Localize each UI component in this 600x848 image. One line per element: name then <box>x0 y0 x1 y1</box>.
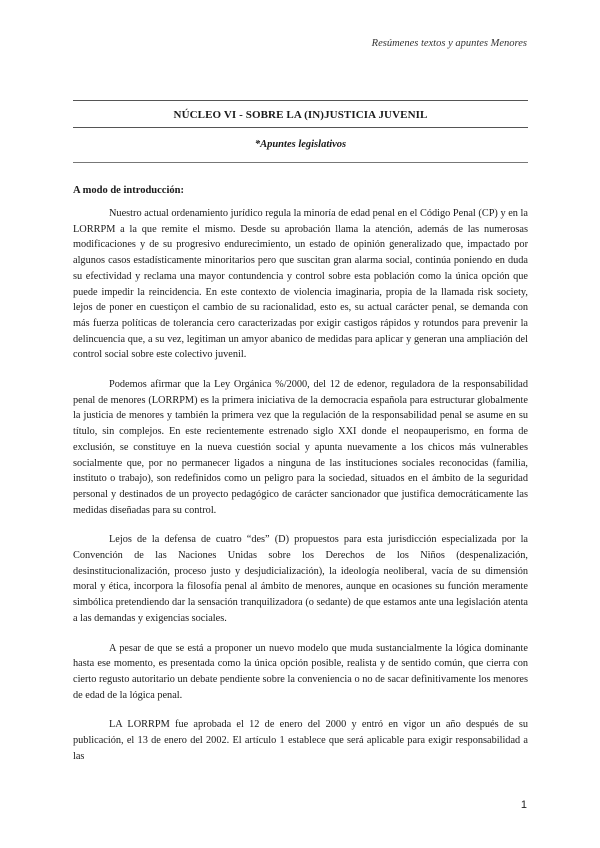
subtitle-rule <box>73 162 528 163</box>
page-number: 1 <box>520 799 527 811</box>
paragraph-4: A pesar de que se está a proponer un nuevo modelo que muda sustancialmente la lógica dominante hasta ese momento, es presentada como la única opción posible, realista y de sentido común, que cierra con cierto regusto autoritario un debate pendiente sobre la conveniencia o no de sacar definitivamente los menores de edad de la lógica penal. <box>73 642 528 701</box>
running-header: Resúmenes textos y apuntes Menores <box>371 38 527 49</box>
document-title: NÚCLEO VI - SOBRE LA (IN)JUSTICIA JUVENIL <box>173 109 428 121</box>
section-heading: A modo de introducción: <box>73 185 184 196</box>
title-top-rule <box>73 100 528 101</box>
body-text <box>73 206 528 779</box>
paragraph-5: LA LORRPM fue aprobada el 12 de enero del 2000 y entró en vigor un año después de su publicación, el 13 de enero del 2002. El artículo 1 establece que será aplicable para exigir responsabilidad a las <box>73 719 528 762</box>
paragraph-2: Podemos afirmar que la Ley Orgánica %/2000, del 12 de edenor, reguladora de la responsabilidad penal de menores (LORRPM) es la primera iniciativa de la democracia española para estructurar globalmente la justicia de menores y también la primera vez que la regulación de la responsabilidad penal se asume en su título, sin complejos. En este recientemente estrenado siglo XXI donde el neopauperismo, en forma de exclusión, se constituye en la nueva cuestión social y apunta nuevamente a los chicos más vulnerables socialmente que, por no permanecer ligados a ninguna de las instituciones sociales reconocidas (familia, instituto o trabajo), son redefinidos como un peligro para la sociedad, situados en el ámbito de la seguridad personal y destinados de un proyecto pedagógico de carácter sancionador que justifica democráticamente las medidas diseñadas para su control. <box>73 379 528 516</box>
paragraph-3: Lejos de la defensa de cuatro “des” (D) propuestos para esta jurisdicción especializada por la Convención de las Naciones Unidas sobre los Derechos de los Niños (despenalización, desinstitucionalización, proceso justo y desjudicialización), la ideología neoliberal, vacía de su dimensión moral y ética, incorpora la filosofía penal al ámbito de menores, aunque en ocasiones su función meramente simbólica pretendiendo dar la sensación tranquilizadora (o sedante) de que estamos ante una legislación atenta a las demandas y exigencias sociales. <box>73 534 528 624</box>
title-bottom-rule <box>73 127 528 128</box>
document-subtitle: *Apuntes legislativos <box>254 139 347 150</box>
paragraph-1: Nuestro actual ordenamiento jurídico regula la minoría de edad penal en el Código Penal (CP) y en la LORRPM a la que remite el mismo. Desde su aprobación llama la atención, además de las numerosas modificaciones y de su progresivo endurecimiento, un estado de opinión generalizado que, impactado por algunos casos estadísticamente minoritarios pero que suscitan gran alarma social, continúa poniendo en duda su efectividad y reclama una mayor contundencia y control sobre esta población como la única opción que puede impedir la reincidencia. En este contexto de violencia imaginaria, propia de la llamada risk society, lejos de poner en cuestiçon el cambio de su racionalidad, esto es, su actual carácter penal, se demanda con más fuerza políticas de tolerancia cero caracterizadas por exigir castigos rápidos y rotundos para prevenir la delincuencia que, a su vez, legitiman un amyor abanico de medidas para aplicar y generan una ampliación del control social sobre este colectivo juvenil. <box>73 208 528 361</box>
